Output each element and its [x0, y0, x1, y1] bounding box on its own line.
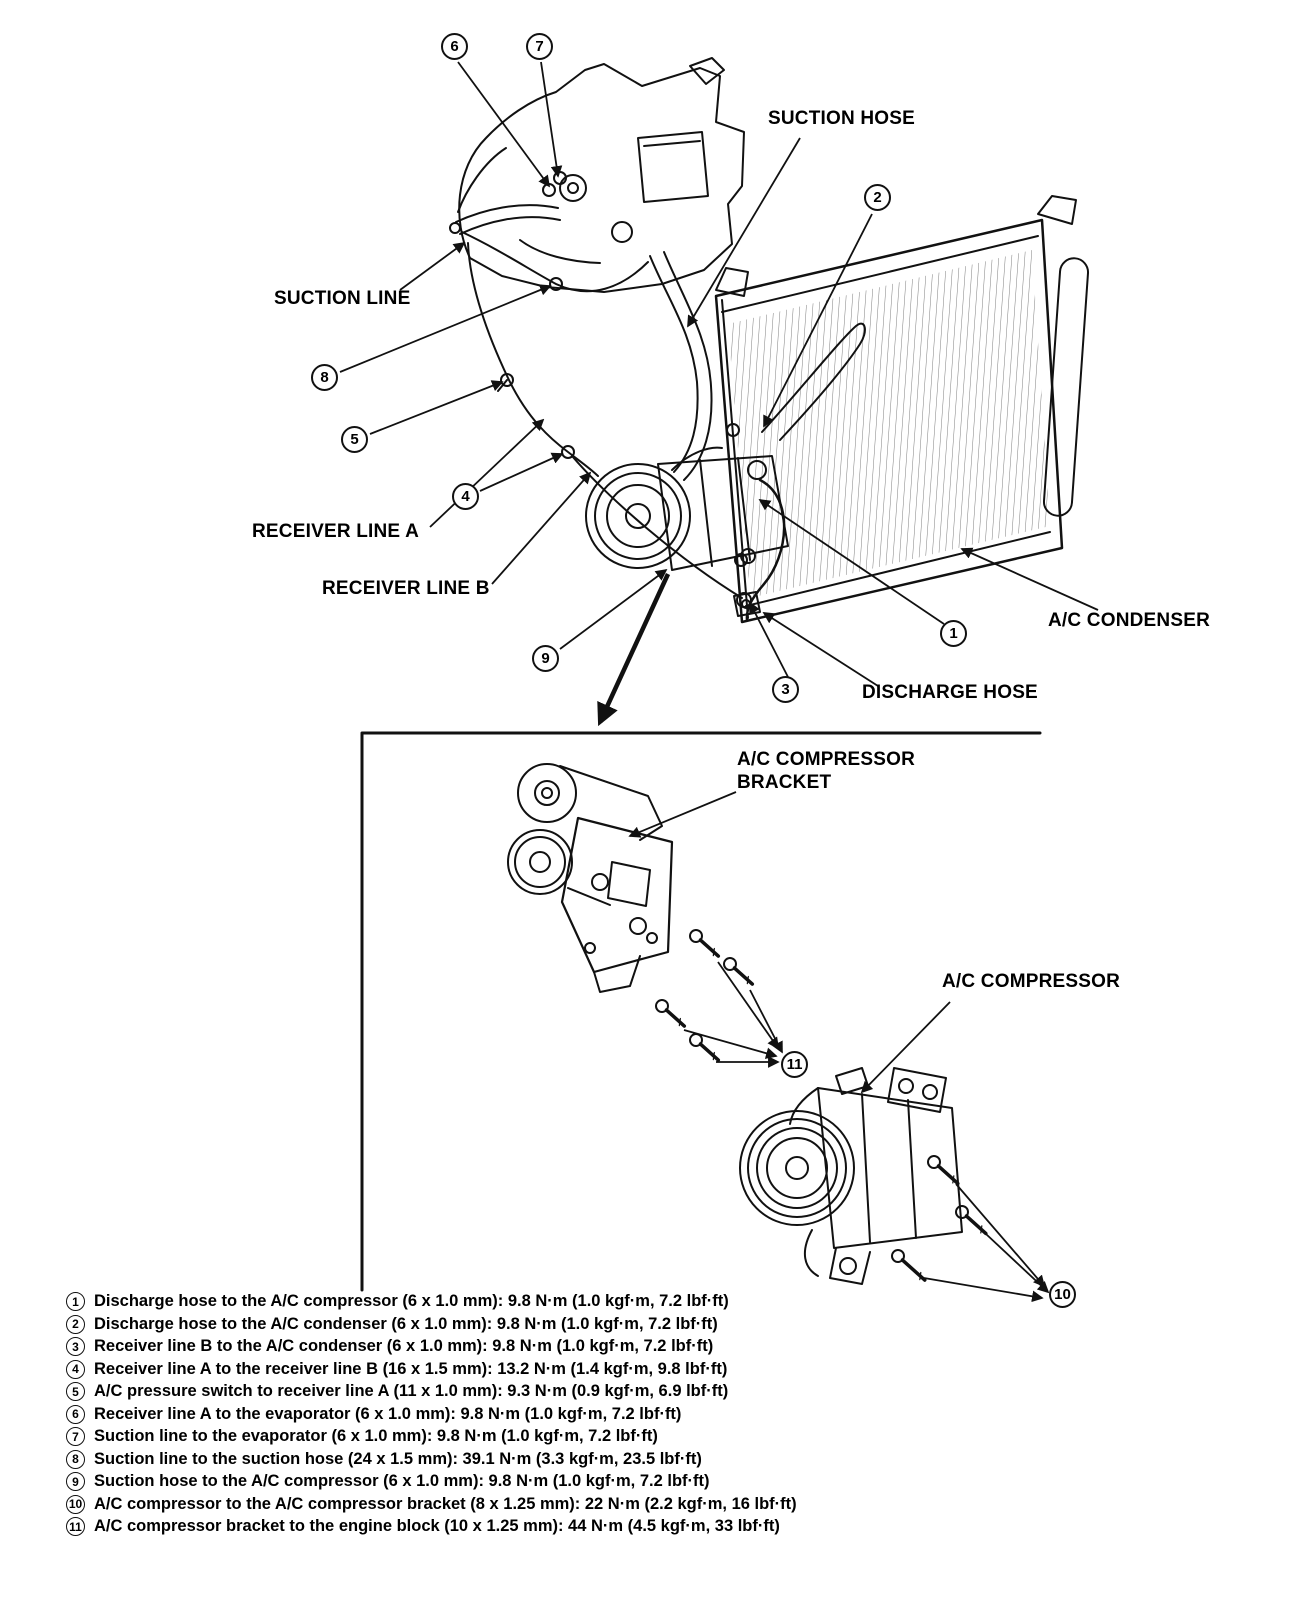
torque-spec-row: [66, 1360, 1096, 1380]
torque-spec-row: [66, 1427, 1096, 1447]
label-ac-compressor: A/C COMPRESSOR: [942, 971, 1121, 992]
compressor-bracket-drawing: [508, 764, 672, 992]
torque-spec-row: [66, 1517, 1096, 1537]
torque-spec-row: [66, 1382, 1096, 1402]
evaporator-unit-drawing: [458, 58, 744, 292]
label-discharge-hose: DISCHARGE HOSE: [862, 682, 1038, 703]
callout-6: 6: [441, 33, 468, 60]
spec-number: 1: [66, 1292, 85, 1311]
torque-spec-row: [66, 1495, 1096, 1515]
spec-text: Discharge hose to the A/C compressor (6 x 1.0 mm): 9.8 N·m (1.0 kgf·m, 7.2 lbf·ft): [94, 1292, 729, 1310]
label-receiver-line-a: RECEIVER LINE A: [252, 521, 419, 542]
spec-text: A/C compressor to the A/C compressor bracket (8 x 1.25 mm): 22 N·m (2.2 kgf·m, 16 lbf·ft): [94, 1494, 797, 1513]
spec-text: Receiver line A to the evaporator (6 x 1.0 mm): 9.8 N·m (1.0 kgf·m, 7.2 lbf·ft): [94, 1404, 682, 1423]
spec-number: 8: [66, 1450, 85, 1469]
spec-text: Suction hose to the A/C compressor (6 x 1.0 mm): 9.8 N·m (1.0 kgf·m, 7.2 lbf·ft): [94, 1472, 710, 1490]
torque-spec-row: [66, 1450, 1096, 1470]
spec-text: A/C compressor bracket to the engine block (10 x 1.25 mm): 44 N·m (4.5 kgf·m, 33 lbf·ft): [94, 1517, 780, 1535]
callout-7: 7: [526, 33, 553, 60]
callout-10: 10: [1049, 1281, 1076, 1308]
spec-text: Receiver line B to the A/C condenser (6 x 1.0 mm): 9.8 N·m (1.0 kgf·m, 7.2 lbf·ft): [94, 1337, 714, 1355]
spec-number: 9: [66, 1472, 85, 1491]
callout-2: 2: [864, 184, 891, 211]
callout-9: 9: [532, 645, 559, 672]
torque-spec-row: [66, 1337, 1096, 1357]
spec-text: Receiver line A to the receiver line B (16 x 1.5 mm): 13.2 N·m (1.4 kgf·m, 9.8 lbf·ft): [94, 1359, 728, 1378]
spec-number: 5: [66, 1382, 85, 1401]
spec-text: Discharge hose to the A/C condenser (6 x 1.0 mm): 9.8 N·m (1.0 kgf·m, 7.2 lbf·ft): [94, 1314, 718, 1333]
spec-number: 3: [66, 1337, 85, 1356]
torque-spec-row: [66, 1472, 1096, 1492]
compressor-bolts-drawing: [890, 1154, 990, 1285]
suction-hose-drawing: [650, 252, 712, 480]
spec-number: 6: [66, 1405, 85, 1424]
callout-11: 11: [781, 1051, 808, 1078]
label-ac-condenser: A/C CONDENSER: [1048, 610, 1211, 631]
spec-number: 10: [66, 1495, 85, 1514]
inset-compressor-drawing: [740, 1068, 962, 1284]
callout-1: 1: [940, 620, 967, 647]
label-ac-compressor-bracket: A/C COMPRESSOR BRACKET: [737, 749, 916, 793]
spec-number: 11: [66, 1517, 85, 1536]
torque-spec-row: [66, 1292, 1096, 1312]
spec-number: 7: [66, 1427, 85, 1446]
torque-spec-row: [66, 1405, 1096, 1425]
label-suction-line: SUCTION LINE: [274, 288, 411, 309]
spec-text: Suction line to the evaporator (6 x 1.0 mm): 9.8 N·m (1.0 kgf·m, 7.2 lbf·ft): [94, 1427, 658, 1445]
callout-5: 5: [341, 426, 368, 453]
callout-3: 3: [772, 676, 799, 703]
spec-number: 2: [66, 1315, 85, 1334]
label-receiver-line-b: RECEIVER LINE B: [322, 578, 490, 599]
inset-frame: [362, 733, 1040, 1290]
torque-spec-row: [66, 1315, 1096, 1335]
torque-spec-list: [66, 1292, 1096, 1540]
callout-4: 4: [452, 483, 479, 510]
spec-number: 4: [66, 1360, 85, 1379]
spec-text: Suction line to the suction hose (24 x 1.5 mm): 39.1 N·m (3.3 kgf·m, 23.5 lbf·ft): [94, 1449, 702, 1468]
callout-8: 8: [311, 364, 338, 391]
label-suction-hose: SUCTION HOSE: [768, 108, 916, 129]
leader-arrows: [340, 62, 1098, 1298]
inset-pointer-arrow: [600, 574, 668, 722]
spec-text: A/C pressure switch to receiver line A (11 x 1.0 mm): 9.3 N·m (0.9 kgf·m, 6.9 lbf·ft): [94, 1382, 729, 1400]
